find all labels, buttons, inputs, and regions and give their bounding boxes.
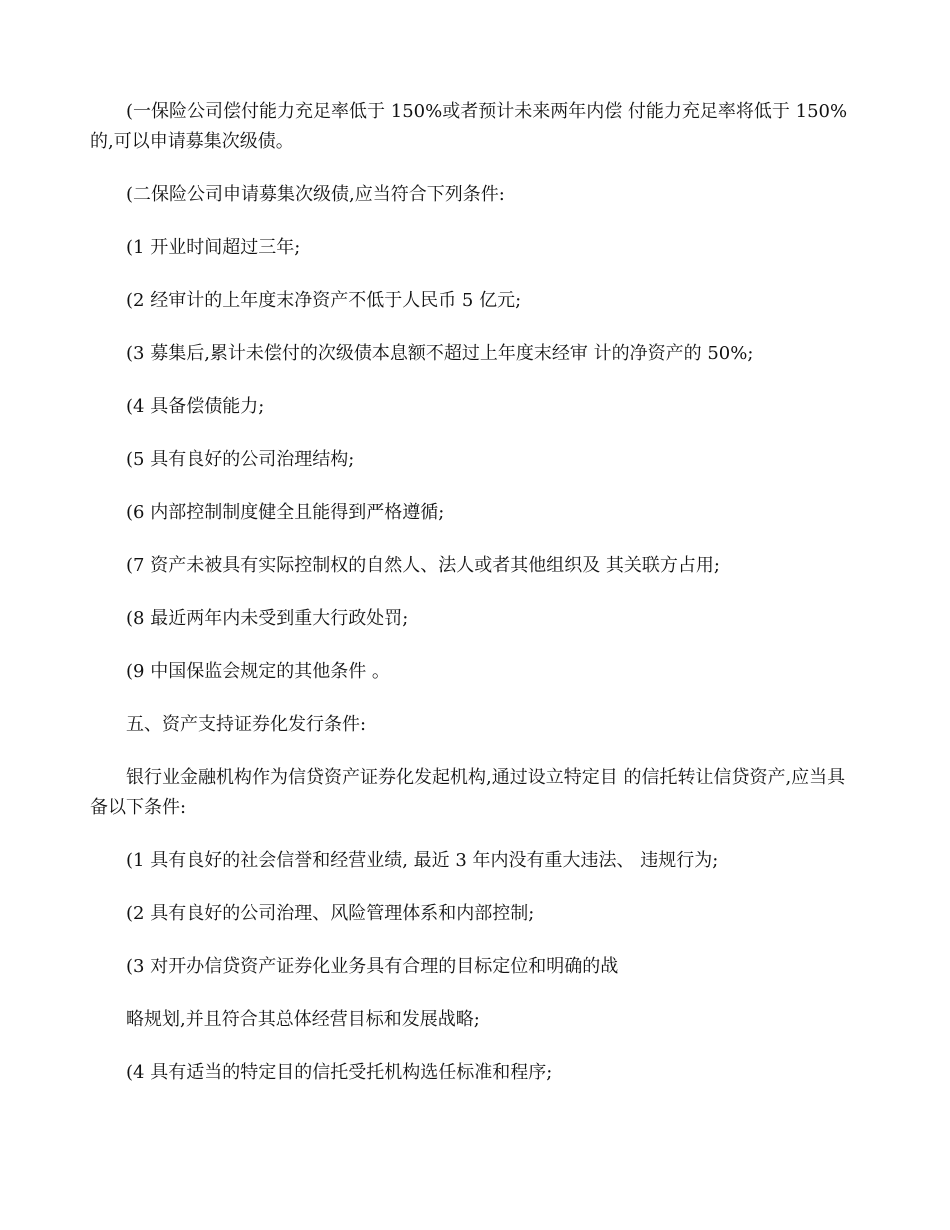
condition-item-7: (7 资产未被具有实际控制权的自然人、法人或者其他组织及 其关联方占用; (126, 555, 720, 576)
abs-condition-item-3-continued: 略规划,并且符合其总体经营目标和发展战略; (126, 1009, 480, 1030)
condition-item-4: (4 具备偿债能力; (126, 396, 265, 417)
paragraph-abs-originator-requirements: 银行业金融机构作为信贷资产证券化发起机构,通过设立特定目 的信托转让信贷资产,应当具备以下条件: (90, 767, 846, 818)
condition-item-5: (5 具有良好的公司治理结构; (126, 449, 355, 470)
condition-item-6: (6 内部控制制度健全且能得到严格遵循; (126, 502, 445, 523)
abs-condition-item-3: (3 对开办信贷资产证券化业务具有合理的目标定位和明确的战 (126, 956, 619, 977)
paragraph-subordinated-debt-eligibility: (一保险公司偿付能力充足率低于 150%或者预计未来两年内偿 付能力充足率将低于 150%的,可以申请募集次级债。 (90, 101, 848, 152)
condition-item-3: (3 募集后,累计未偿付的次级债本息额不超过上年度末经审 计的净资产的 50%; (126, 343, 754, 364)
document-body (90, 97, 860, 1111)
abs-condition-item-1: (1 具有良好的社会信誉和经营业绩, 最近 3 年内没有重大违法、 违规行为; (126, 850, 719, 871)
paragraph-subordinated-debt-conditions: (二保险公司申请募集次级债,应当符合下列条件: (126, 184, 505, 205)
condition-item-8: (8 最近两年内未受到重大行政处罚; (126, 608, 409, 629)
abs-condition-item-4: (4 具有适当的特定目的信托受托机构选任标准和程序; (126, 1062, 553, 1083)
condition-item-1: (1 开业时间超过三年; (126, 237, 301, 258)
condition-item-9: (9 中国保监会规定的其他条件 。 (126, 661, 390, 682)
abs-condition-item-2: (2 具有良好的公司治理、风险管理体系和内部控制; (126, 903, 535, 924)
section-heading-abs-conditions: 五、资产支持证券化发行条件: (126, 714, 367, 735)
condition-item-2: (2 经审计的上年度末净资产不低于人民币 5 亿元; (126, 290, 522, 311)
